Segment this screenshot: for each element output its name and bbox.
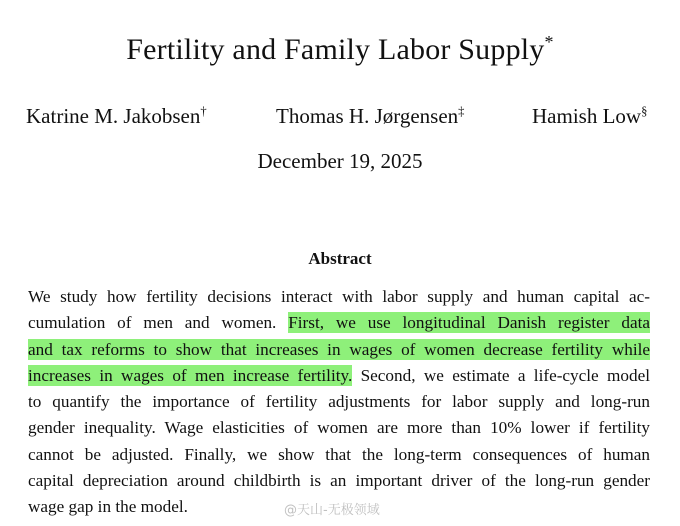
author-name: Katrine M. Jakobsen bbox=[26, 104, 201, 128]
author-3 bbox=[532, 101, 647, 131]
abstract-line bbox=[28, 389, 650, 415]
author-name: Thomas H. Jørgensen bbox=[276, 104, 459, 128]
line-text: Second, we estimate a life-cycle model bbox=[352, 365, 650, 385]
author-list bbox=[0, 101, 680, 131]
line-text: cannot be adjusted. Finally, we show that the long-term consequences of human bbox=[28, 444, 650, 464]
line-text: We study how fertility decisions interact with labor supply and human capital ac- bbox=[28, 287, 650, 306]
author-footnote-mark: ‡ bbox=[458, 104, 465, 118]
abstract-line bbox=[28, 363, 650, 389]
line-text: wage gap in the model. bbox=[28, 497, 188, 517]
author-1 bbox=[26, 101, 207, 131]
paper-title bbox=[0, 30, 680, 70]
abstract-heading: Abstract bbox=[308, 249, 372, 268]
highlighted-text: and tax reforms to show that increases in wages of women decrease fertility while bbox=[28, 339, 650, 359]
author-footnote-mark: § bbox=[641, 104, 648, 118]
line-text: cumulation of men and women. bbox=[28, 313, 289, 333]
abstract-line bbox=[28, 415, 650, 441]
author-footnote-mark: † bbox=[200, 104, 207, 118]
author-2 bbox=[276, 101, 464, 131]
line-text: gender inequality. Wage elasticities of women are more than 10% lower if fertility bbox=[28, 418, 650, 438]
highlighted-text: increases in wages of men increase fertility. bbox=[28, 365, 353, 385]
highlighted-text: First, we use longitudinal Danish register data bbox=[288, 313, 650, 333]
paper-title-text: Fertility and Family Labor Supply bbox=[126, 33, 545, 66]
abstract-line bbox=[28, 337, 650, 363]
abstract-body bbox=[28, 284, 650, 521]
line-text: to quantify the importance of fertility adjustments for labor supply and long-run bbox=[28, 392, 650, 412]
watermark: @天山-无极领域 bbox=[284, 503, 380, 518]
line-text: capital depreciation around childbirth is an important driver of the long-run gender bbox=[28, 471, 650, 491]
abstract-line bbox=[28, 468, 650, 494]
abstract-line bbox=[28, 310, 650, 336]
paper-date: December 19, 2025 bbox=[257, 149, 423, 173]
author-name: Hamish Low bbox=[532, 104, 642, 128]
title-footnote-mark: * bbox=[544, 32, 554, 52]
abstract-line bbox=[28, 442, 650, 468]
abstract-line bbox=[28, 284, 650, 310]
